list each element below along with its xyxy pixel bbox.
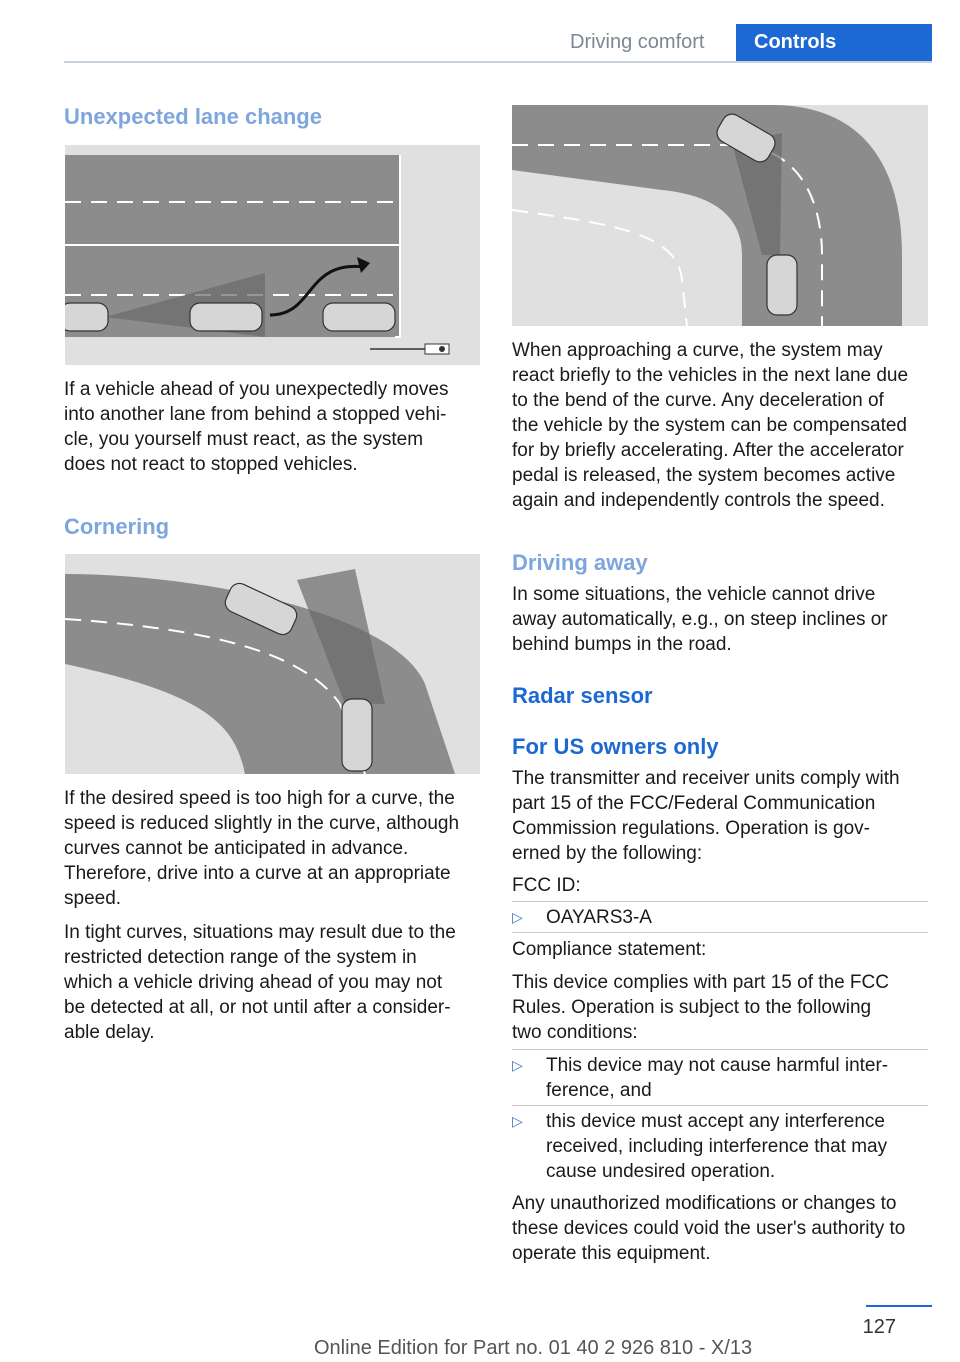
divider (512, 932, 928, 933)
heading-cornering: Cornering (64, 514, 170, 539)
compliance-label: Compliance statement: (512, 939, 707, 960)
paragraph-compliance: This device complies with part 15 of the FCC Rules. Operation is subject to the following two conditions: (512, 972, 889, 1043)
heading-driving-away: Driving away (512, 550, 648, 575)
list-item-condition-1: ▷ This device may not cause harmful inter- ference, and (512, 1055, 889, 1101)
divider (512, 901, 928, 902)
paragraph-us-owners: The transmitter and receiver units comply with part 15 of the FCC/Federal Communication Commission regulations. Operation is gov- erned by the following: (512, 768, 900, 864)
paragraph-cornering-1: If the desired speed is too high for a curve, the speed is reduced slightly in the curve, although curves cannot be anticipated in advance. Therefore, drive into a curve at an appropriate speed. (64, 788, 460, 909)
paragraph-final: Any unauthorized modifications or changes to these devices could void the user's authority to operate this equipment. (512, 1193, 906, 1264)
figure-lane-change (65, 145, 480, 365)
footer-edition: Online Edition for Part no. 01 40 2 926 810 - X/13 (314, 1337, 753, 1359)
header-section: Driving comfort (570, 31, 705, 53)
figure-curve-adjacent-lane (512, 105, 928, 326)
bullet-triangle-icon: ▷ (512, 1113, 523, 1129)
heading-us-owners: For US owners only (512, 734, 719, 759)
bullet-triangle-icon: ▷ (512, 1057, 523, 1073)
paragraph-cornering-2: In tight curves, situations may result due to the restricted detection range of the system in which a vehicle driving ahead of you may not be detected at all, or not until after a consider- able delay. (64, 922, 456, 1043)
divider (512, 1105, 928, 1106)
list-item-condition-2: ▷ this device must accept any interference received, including interference that may cause undesired operation. (512, 1111, 888, 1182)
header-chapter: Controls (736, 24, 932, 62)
paragraph-driving-away: In some situations, the vehicle cannot drive away automatically, e.g., on steep inclines or behind bumps in the road. (512, 584, 888, 655)
heading-unexpected-lane-change: Unexpected lane change (64, 104, 322, 129)
divider (512, 1049, 928, 1050)
header-rule (64, 61, 932, 63)
paragraph-curve: When approaching a curve, the system may react briefly to the vehicles in the next lane due to the bend of the curve. Any deceleration of the vehicle by the system can be compensated for by briefly accelerating. After the accelerator pedal is released, the system becomes active again and independently controls the speed. (512, 340, 909, 511)
footer-rule (866, 1305, 932, 1307)
list-item-fcc-id: ▷ OAYARS3-A (512, 907, 652, 928)
bullet-triangle-icon: ▷ (512, 909, 523, 925)
figure-cornering (65, 554, 480, 774)
page-number: 127 (862, 1316, 896, 1338)
paragraph-lane-change: If a vehicle ahead of you unexpectedly moves into another lane from behind a stopped vehi- cle, you yourself must react, as the system does not react to stopped vehicles. (64, 379, 449, 475)
heading-radar-sensor: Radar sensor (512, 683, 653, 708)
fcc-id-label: FCC ID: (512, 875, 581, 896)
